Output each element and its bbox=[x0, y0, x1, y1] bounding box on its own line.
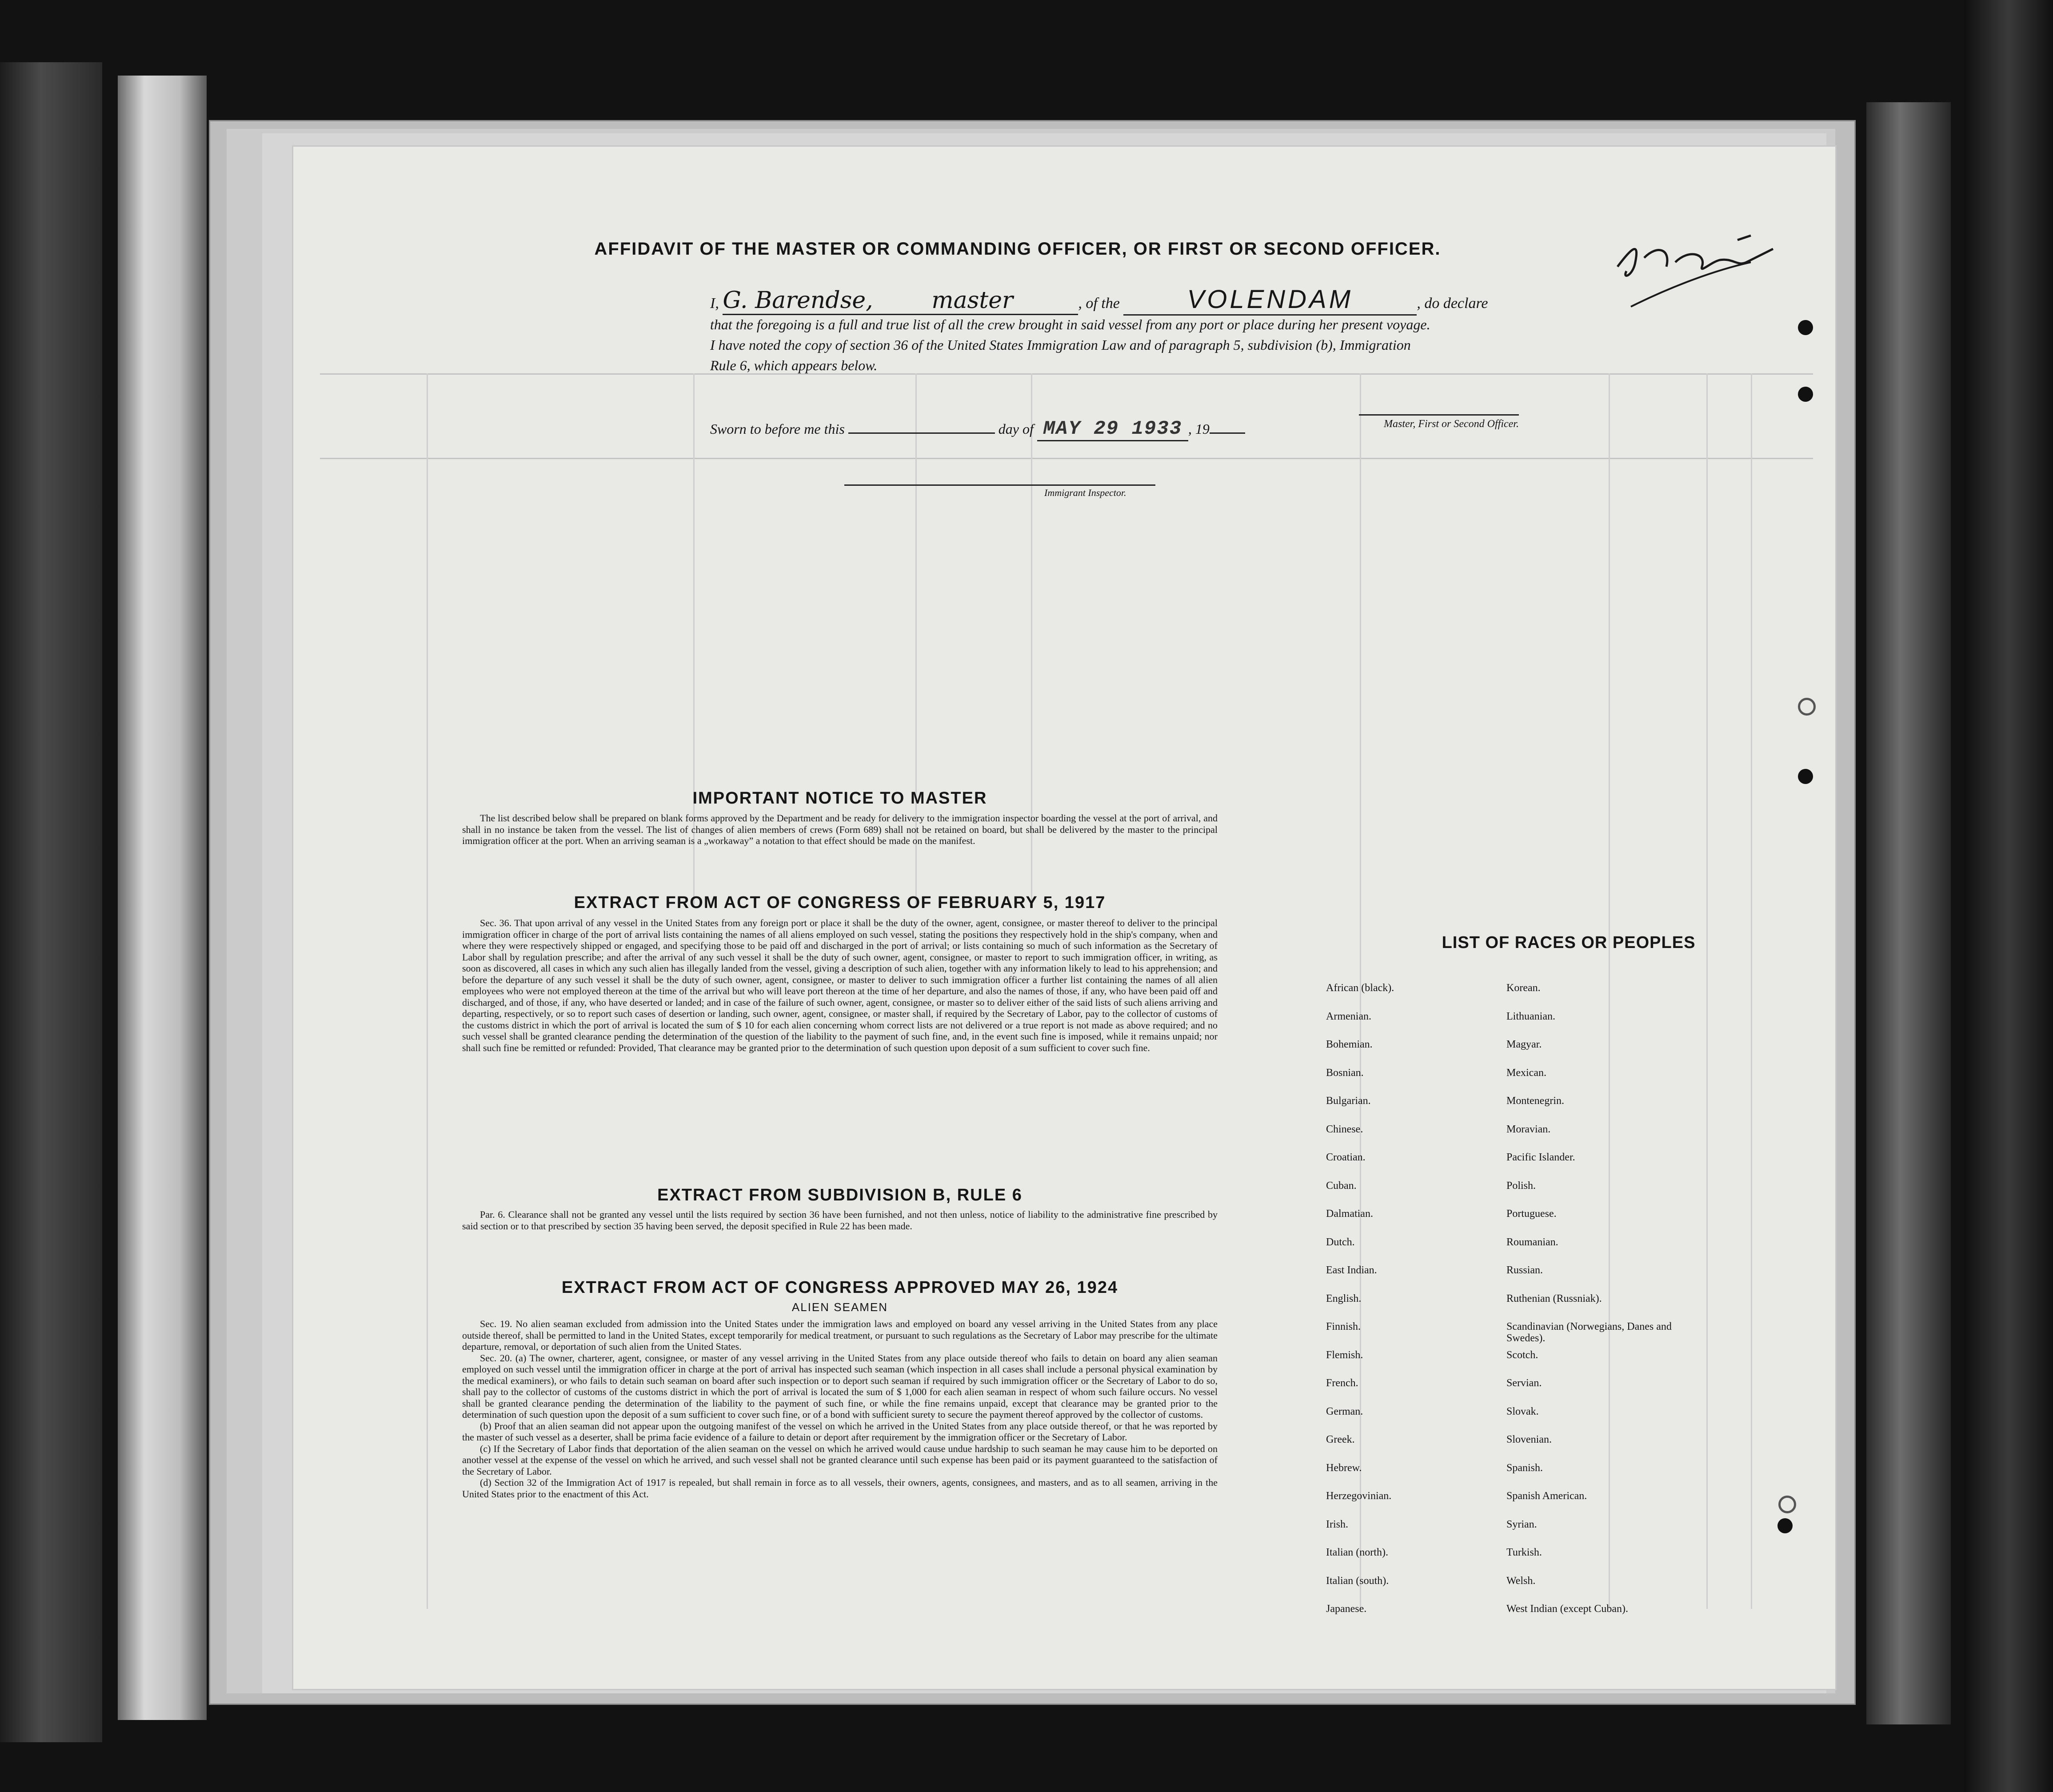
extract-rule6-title: EXTRACT FROM SUBDIVISION B, RULE 6 bbox=[657, 1186, 1023, 1204]
race-item: Welsh. bbox=[1506, 1575, 1536, 1587]
extract-1917-text: Sec. 36. That upon arrival of any vessel in the United States from any foreign port or place it shall be the duty of the owner, agent, consignee, or master thereof to deliver to the principal immigration officer in charge of the port of arrival lists containing the names of all aliens employed on such vessel, stating the positions they respectively hold in the ship's company, when and where they were respectively shipped or engaged, and specifying those to be paid off and discharged in the port of arrival; or lists containing so much of such information as the Secretary of Labor shall by regulation prescribe; and after the arrival of any such vessel it shall be the duty of such owner, agent, consignee, or master to report to such immigration officer, in writing, as soon as discovered, all cases in which any such alien has illegally landed from the vessel, giving a description of such alien, together with any information likely to lead to his apprehension; and before the departure of any such vessel it shall be the duty of such owner, agent, consignee, or master to deliver to such immigration officer a further list containing the names of all alien employees who were not employed thereon at the time of the arrival but who will leave port thereon at the time of her departure, and also the names of those, if any, who have been paid off and discharged, and of those, if any, who have deserted or landed; and in case of the failure of such owner, agent, consignee, or master so to deliver either of the said lists of such aliens arriving and departing, respectively, or so to report such cases of desertion or landing, such owner, agent, consignee, or master shall, if required by the Secretary of Labor, pay to the collector of customs of the customs district in which the port of arrival is located the sum of $ 10 for each alien concerning whom correct lists are not delivered or a true report is not made as above required; and no such vessel shall be granted clearance pending the determination of the question of the liability to the payment of such fine, and, in the event such fine is imposed, while it remains unpaid; nor shall such fine be remitted or refunded: Provided, That clearance may be granted prior to the determination of such question upon deposit of a sum sufficient to cover such fine. bbox=[462, 917, 1218, 1053]
race-item: Finnish. bbox=[1326, 1321, 1361, 1332]
race-item: Korean. bbox=[1506, 982, 1541, 994]
race-item: African (black). bbox=[1326, 982, 1394, 994]
master-signature bbox=[1604, 222, 1800, 311]
day-field bbox=[848, 432, 995, 434]
punch-hole bbox=[1778, 1496, 1796, 1513]
of-the-label: , of the bbox=[1078, 295, 1120, 312]
do-declare-label: , do declare bbox=[1417, 295, 1488, 312]
race-item: Spanish American. bbox=[1506, 1490, 1587, 1502]
sworn-label: Sworn to before me this bbox=[710, 421, 845, 437]
race-item: Dutch. bbox=[1326, 1236, 1355, 1248]
race-item: West Indian (except Cuban). bbox=[1506, 1603, 1628, 1615]
race-item: Lithuanian. bbox=[1506, 1010, 1555, 1022]
race-item: Cuban. bbox=[1326, 1180, 1357, 1192]
sec20c-text: (c) If the Secretary of Labor finds that deportation of the alien seaman on the vessel on which he arrived would cause undue hardship to such seaman he may cause him to be deported on another vessel at the expense of the vessel on which he arrived, and such vessel shall not be granted clearance until such expense has been paid or its payment guaranteed to the satisfaction of the Secretary of Labor. bbox=[462, 1443, 1218, 1477]
race-item: Slovenian. bbox=[1506, 1434, 1552, 1445]
extract-1924-subtitle: ALIEN SEAMEN bbox=[791, 1300, 888, 1314]
sec19-text: Sec. 19. No alien seaman excluded from admission into the United States under the immigration laws and employed on board any vessel arriving in the United States from any place outside thereof, shall be permitted to land in the United States, except temporarily for medical treatment, or pursuant to such regulations as the Secretary of Labor may prescribe for the ultimate departure, removal, or deportation of such alien from the United States. bbox=[462, 1318, 1218, 1352]
race-item: Dalmatian. bbox=[1326, 1208, 1373, 1220]
date-field bbox=[1037, 418, 1188, 441]
race-item: Bosnian. bbox=[1326, 1067, 1364, 1079]
race-item: Russian. bbox=[1506, 1264, 1543, 1276]
race-item: German. bbox=[1326, 1405, 1363, 1417]
year-field bbox=[1210, 432, 1245, 434]
race-item: Spanish. bbox=[1506, 1462, 1543, 1474]
race-item: Ruthenian (Russniak). bbox=[1506, 1292, 1602, 1304]
extract-1917-title: EXTRACT FROM ACT OF CONGRESS OF FEBRUARY 5, 1917 bbox=[574, 893, 1106, 912]
race-item: Irish. bbox=[1326, 1518, 1348, 1530]
officer-name: G. Barendse, bbox=[723, 287, 873, 314]
race-item: Mexican. bbox=[1506, 1067, 1546, 1079]
vessel-field bbox=[1123, 284, 1417, 316]
race-item: Portuguese. bbox=[1506, 1208, 1557, 1220]
race-item: Roumanian. bbox=[1506, 1236, 1558, 1248]
affidavit-title: AFFIDAVIT OF THE MASTER OR COMMANDING OFFICER, OR FIRST OR SECOND OFFICER. bbox=[594, 239, 1441, 259]
race-item: Scotch. bbox=[1506, 1349, 1538, 1361]
race-item: Magyar. bbox=[1506, 1039, 1542, 1050]
race-item: Italian (north). bbox=[1326, 1547, 1388, 1558]
officer-rank: master bbox=[931, 287, 1013, 314]
binder-strip bbox=[118, 76, 207, 1720]
signature-label: Master, First or Second Officer. bbox=[1359, 414, 1519, 430]
officer-rank-field bbox=[931, 287, 1078, 315]
sec20b-text: (b) Proof that an alien seaman did not appear upon the outgoing manifest of the vessel on which he arrived in the United States from any place outside thereof, or that he was reported by the master of such vessel as a deserter, shall be prima facie evidence of a failure to detain or deport after requirement by the immigration officer or the Secretary of Labor. bbox=[462, 1420, 1218, 1443]
binder-left-edge bbox=[0, 62, 102, 1742]
extract-rule6-text: Par. 6. Clearance shall not be granted any vessel until the lists required by section 36 have been furnished, and not then unless, notice of liability to the administrative fine prescribed by said section or to that prescribed by section 35 having been served, the deposit specified in Rule 22 has been made. bbox=[462, 1209, 1218, 1232]
race-item: Polish. bbox=[1506, 1180, 1536, 1192]
extract-1924-title: EXTRACT FROM ACT OF CONGRESS APPROVED MAY 26, 1924 bbox=[561, 1278, 1118, 1297]
race-item: Slovak. bbox=[1506, 1405, 1539, 1417]
race-item: Greek. bbox=[1326, 1434, 1355, 1445]
officer-name-field bbox=[723, 287, 931, 315]
race-item: Chinese. bbox=[1326, 1123, 1363, 1135]
vessel-name: VOLENDAM bbox=[1187, 285, 1354, 314]
race-item: Scandinavian (Norwegians, Danes and Swedes). bbox=[1506, 1321, 1672, 1344]
notice-text: The list described below shall be prepared on blank forms approved by the Department and be ready for delivery to the immigration inspector boarding the vessel at the port of arrival, and shall in no instance be taken from the vessel. The list of changes of alien members of crews (Form 689) shall not be retained on board, but shall be delivered by the master to the principal immigration officer at the port. When an arriving seaman is a „workaway” a notation to that effect should be made on the manifest. bbox=[462, 812, 1218, 846]
extract-1924-body bbox=[462, 1318, 1218, 1500]
extract-1917-body bbox=[462, 917, 1218, 1053]
races-title: LIST OF RACES OR PEOPLES bbox=[1442, 933, 1696, 952]
punch-hole bbox=[1798, 698, 1816, 716]
year-suffix: , 19 bbox=[1188, 421, 1210, 437]
sec20d-text: (d) Section 32 of the Immigration Act of 1917 is repealed, but shall remain in force as to all vessels, their owners, agents, consignees, and masters, and as to all seamen, arriving in the United States prior to the enactment of this Act. bbox=[462, 1477, 1218, 1500]
date-stamp: MAY 29 1933 bbox=[1043, 418, 1182, 440]
punch-hole bbox=[1798, 387, 1813, 402]
extract-rule6-body bbox=[462, 1209, 1218, 1232]
binder-right-outer bbox=[1964, 0, 2053, 1792]
race-item: Servian. bbox=[1506, 1377, 1542, 1389]
race-item: Hebrew. bbox=[1326, 1462, 1362, 1474]
race-item: English. bbox=[1326, 1292, 1362, 1304]
race-item: Turkish. bbox=[1506, 1547, 1542, 1558]
race-item: Syrian. bbox=[1506, 1518, 1537, 1530]
race-item: French. bbox=[1326, 1377, 1358, 1389]
day-of-label: day of bbox=[998, 421, 1034, 437]
race-item: Italian (south). bbox=[1326, 1575, 1389, 1587]
notice-title: IMPORTANT NOTICE TO MASTER bbox=[692, 789, 987, 808]
punch-hole bbox=[1777, 1518, 1793, 1533]
inspector-label: Immigrant Inspector. bbox=[1044, 487, 1126, 498]
affidavit-line-4: Rule 6, which appears below. bbox=[710, 357, 878, 373]
sworn-line bbox=[710, 418, 1245, 441]
inspector-line bbox=[844, 484, 1155, 486]
race-item: Armenian. bbox=[1326, 1010, 1371, 1022]
affidavit-line-1 bbox=[710, 284, 1488, 316]
binder-right-edge bbox=[1866, 102, 1951, 1724]
race-item: Bohemian. bbox=[1326, 1039, 1373, 1050]
punch-hole bbox=[1798, 320, 1813, 335]
race-item: Moravian. bbox=[1506, 1123, 1551, 1135]
race-item: Herzegovinian. bbox=[1326, 1490, 1392, 1502]
punch-hole bbox=[1798, 769, 1813, 784]
race-item: Pacific Islander. bbox=[1506, 1152, 1575, 1163]
affidavit-line-2: that the foregoing is a full and true list of all the crew brought in said vessel from any port or place during her present voyage. bbox=[710, 316, 1430, 332]
race-item: East Indian. bbox=[1326, 1264, 1377, 1276]
i-label: I, bbox=[710, 295, 719, 312]
race-item: Montenegrin. bbox=[1506, 1095, 1564, 1107]
notice-body bbox=[462, 812, 1218, 847]
race-item: Flemish. bbox=[1326, 1349, 1363, 1361]
sec20a-text: Sec. 20. (a) The owner, charterer, agent, consignee, or master of any vessel arriving in the United States from any place outside thereof who fails to detain on board any alien seaman employed on such vessel until the immigration officer in charge at the port of arrival has inspected such seaman (which inspection in all cases shall include a personal physical examination by the medical examiners), or who fails to detain such seaman on board after such inspection or to deport such seaman if required by such immigration officer or the Secretary of Labor to do so, shall pay to the collector of customs of the customs district in which the port of arrival is located the sum of $ 1,000 for each alien seaman in respect of whom such failure occurs. No vessel shall be granted clearance pending the determination of the liability to the payment of such fine, or while the fine remains unpaid, except that clearance may be granted prior to the determination of such question upon the deposit of a sum sufficient to cover such fine, or of a bond with sufficient surety to secure the payment thereof approved by the collector of customs. bbox=[462, 1352, 1218, 1420]
race-item: Bulgarian. bbox=[1326, 1095, 1371, 1107]
affidavit-line-3: I have noted the copy of section 36 of the United States Immigration Law and of paragraph 5, subdivision (b), Immigration bbox=[710, 337, 1411, 353]
race-item: Croatian. bbox=[1326, 1152, 1366, 1163]
race-item: Japanese. bbox=[1326, 1603, 1367, 1615]
